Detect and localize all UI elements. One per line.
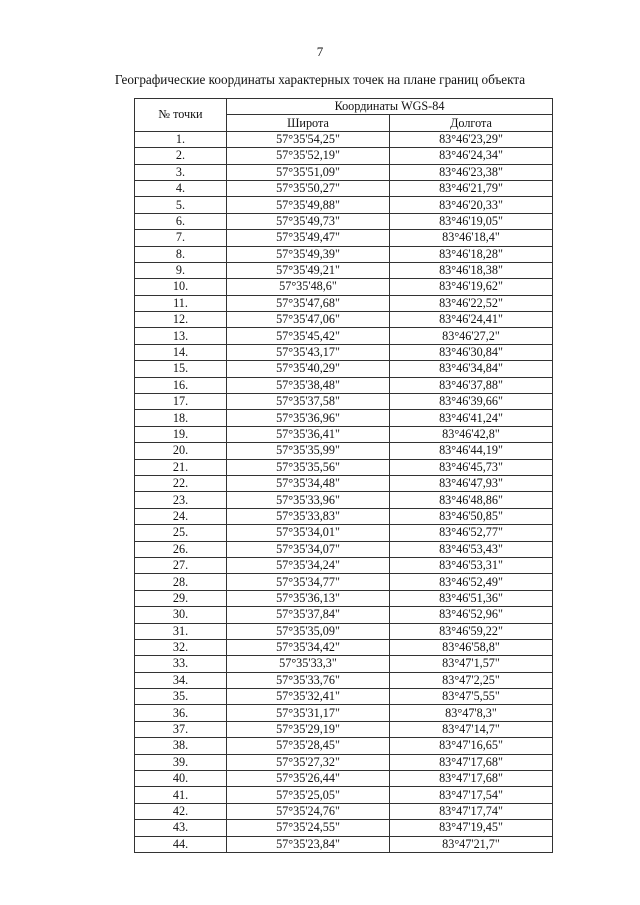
table-row <box>135 754 553 770</box>
longitude-cell: 83°46'30,84" <box>390 344 553 360</box>
latitude-cell: 57°35'36,41" <box>227 426 390 442</box>
table-row <box>135 312 553 328</box>
latitude-cell: 57°35'48,6" <box>227 279 390 295</box>
latitude-cell: 57°35'31,17" <box>227 705 390 721</box>
latitude-cell: 57°35'37,84" <box>227 607 390 623</box>
latitude-cell: 57°35'51,09" <box>227 164 390 180</box>
latitude-cell: 57°35'27,32" <box>227 754 390 770</box>
latitude-cell: 57°35'35,99" <box>227 443 390 459</box>
latitude-cell: 57°35'34,01" <box>227 525 390 541</box>
latitude-cell: 57°35'47,06" <box>227 312 390 328</box>
table-row <box>135 771 553 787</box>
point-number-cell: 2. <box>135 148 227 164</box>
point-number-cell: 32. <box>135 639 227 655</box>
latitude-cell: 57°35'54,25" <box>227 131 390 147</box>
latitude-cell: 57°35'34,42" <box>227 639 390 655</box>
table-row <box>135 164 553 180</box>
point-number-cell: 13. <box>135 328 227 344</box>
table-row <box>135 820 553 836</box>
point-number-cell: 16. <box>135 377 227 393</box>
latitude-cell: 57°35'34,77" <box>227 574 390 590</box>
longitude-cell: 83°46'23,38" <box>390 164 553 180</box>
longitude-cell: 83°47'19,45" <box>390 820 553 836</box>
table-row <box>135 738 553 754</box>
longitude-cell: 83°46'34,84" <box>390 361 553 377</box>
point-number-cell: 26. <box>135 541 227 557</box>
latitude-cell: 57°35'32,41" <box>227 689 390 705</box>
longitude-cell: 83°46'19,05" <box>390 213 553 229</box>
point-number-cell: 21. <box>135 459 227 475</box>
table-row <box>135 787 553 803</box>
longitude-cell: 83°46'52,96" <box>390 607 553 623</box>
table-row <box>135 131 553 147</box>
point-number-cell: 30. <box>135 607 227 623</box>
table-row <box>135 426 553 442</box>
header-point-number: № точки <box>135 99 227 132</box>
table-row <box>135 148 553 164</box>
latitude-cell: 57°35'33,76" <box>227 672 390 688</box>
latitude-cell: 57°35'35,09" <box>227 623 390 639</box>
point-number-cell: 29. <box>135 590 227 606</box>
longitude-cell: 83°47'5,55" <box>390 689 553 705</box>
longitude-cell: 83°46'18,4" <box>390 230 553 246</box>
latitude-cell: 57°35'24,76" <box>227 803 390 819</box>
table-row <box>135 328 553 344</box>
point-number-cell: 14. <box>135 344 227 360</box>
longitude-cell: 83°46'23,29" <box>390 131 553 147</box>
longitude-cell: 83°47'17,68" <box>390 771 553 787</box>
latitude-cell: 57°35'36,96" <box>227 410 390 426</box>
longitude-cell: 83°46'47,93" <box>390 475 553 491</box>
table-row <box>135 557 553 573</box>
point-number-cell: 12. <box>135 312 227 328</box>
coordinates-table <box>134 98 553 853</box>
longitude-cell: 83°46'53,43" <box>390 541 553 557</box>
latitude-cell: 57°35'34,48" <box>227 475 390 491</box>
latitude-cell: 57°35'29,19" <box>227 721 390 737</box>
table-row <box>135 525 553 541</box>
longitude-cell: 83°47'16,65" <box>390 738 553 754</box>
point-number-cell: 43. <box>135 820 227 836</box>
table-row <box>135 246 553 262</box>
point-number-cell: 44. <box>135 836 227 852</box>
table-row <box>135 492 553 508</box>
point-number-cell: 27. <box>135 557 227 573</box>
latitude-cell: 57°35'49,47" <box>227 230 390 246</box>
point-number-cell: 9. <box>135 262 227 278</box>
table-row <box>135 230 553 246</box>
longitude-cell: 83°47'17,54" <box>390 787 553 803</box>
point-number-cell: 25. <box>135 525 227 541</box>
longitude-cell: 83°46'24,34" <box>390 148 553 164</box>
longitude-cell: 83°47'14,7" <box>390 721 553 737</box>
longitude-cell: 83°46'48,86" <box>390 492 553 508</box>
table-row <box>135 295 553 311</box>
latitude-cell: 57°35'35,56" <box>227 459 390 475</box>
point-number-cell: 35. <box>135 689 227 705</box>
table-row <box>135 459 553 475</box>
point-number-cell: 38. <box>135 738 227 754</box>
table-row <box>135 377 553 393</box>
table-row <box>135 443 553 459</box>
point-number-cell: 11. <box>135 295 227 311</box>
point-number-cell: 31. <box>135 623 227 639</box>
longitude-cell: 83°47'2,25" <box>390 672 553 688</box>
longitude-cell: 83°46'41,24" <box>390 410 553 426</box>
header-longitude: Долгота <box>390 115 553 131</box>
table-row <box>135 705 553 721</box>
latitude-cell: 57°35'40,29" <box>227 361 390 377</box>
table-row <box>135 639 553 655</box>
latitude-cell: 57°35'45,42" <box>227 328 390 344</box>
point-number-cell: 3. <box>135 164 227 180</box>
point-number-cell: 41. <box>135 787 227 803</box>
point-number-cell: 17. <box>135 394 227 410</box>
table-row <box>135 410 553 426</box>
longitude-cell: 83°46'27,2" <box>390 328 553 344</box>
point-number-cell: 22. <box>135 475 227 491</box>
longitude-cell: 83°46'39,66" <box>390 394 553 410</box>
table-row <box>135 361 553 377</box>
table-row <box>135 197 553 213</box>
table-body <box>135 131 553 852</box>
longitude-cell: 83°46'44,19" <box>390 443 553 459</box>
table-row <box>135 623 553 639</box>
point-number-cell: 8. <box>135 246 227 262</box>
longitude-cell: 83°47'21,7" <box>390 836 553 852</box>
latitude-cell: 57°35'25,05" <box>227 787 390 803</box>
point-number-cell: 15. <box>135 361 227 377</box>
point-number-cell: 6. <box>135 213 227 229</box>
page-number: 7 <box>316 44 324 59</box>
point-number-cell: 23. <box>135 492 227 508</box>
latitude-cell: 57°35'47,68" <box>227 295 390 311</box>
longitude-cell: 83°46'52,77" <box>390 525 553 541</box>
point-number-cell: 19. <box>135 426 227 442</box>
table-row <box>135 508 553 524</box>
latitude-cell: 57°35'43,17" <box>227 344 390 360</box>
longitude-cell: 83°46'20,33" <box>390 197 553 213</box>
latitude-cell: 57°35'33,3" <box>227 656 390 672</box>
table-header-row <box>135 99 553 115</box>
latitude-cell: 57°35'38,48" <box>227 377 390 393</box>
table-row <box>135 689 553 705</box>
latitude-cell: 57°35'28,45" <box>227 738 390 754</box>
longitude-cell: 83°46'53,31" <box>390 557 553 573</box>
longitude-cell: 83°46'22,52" <box>390 295 553 311</box>
table-row <box>135 475 553 491</box>
document-title: Географические координаты характерных точек на плане границ объекта <box>114 72 526 87</box>
latitude-cell: 57°35'34,24" <box>227 557 390 573</box>
longitude-cell: 83°46'52,49" <box>390 574 553 590</box>
point-number-cell: 18. <box>135 410 227 426</box>
table-row <box>135 836 553 852</box>
latitude-cell: 57°35'49,21" <box>227 262 390 278</box>
longitude-cell: 83°47'17,74" <box>390 803 553 819</box>
point-number-cell: 40. <box>135 771 227 787</box>
latitude-cell: 57°35'33,83" <box>227 508 390 524</box>
table-row <box>135 607 553 623</box>
longitude-cell: 83°46'24,41" <box>390 312 553 328</box>
point-number-cell: 37. <box>135 721 227 737</box>
longitude-cell: 83°46'21,79" <box>390 180 553 196</box>
longitude-cell: 83°46'59,22" <box>390 623 553 639</box>
latitude-cell: 57°35'23,84" <box>227 836 390 852</box>
longitude-cell: 83°46'58,8" <box>390 639 553 655</box>
header-latitude: Широта <box>227 115 390 131</box>
point-number-cell: 5. <box>135 197 227 213</box>
table-row <box>135 721 553 737</box>
latitude-cell: 57°35'52,19" <box>227 148 390 164</box>
longitude-cell: 83°46'37,88" <box>390 377 553 393</box>
longitude-cell: 83°46'18,28" <box>390 246 553 262</box>
latitude-cell: 57°35'49,88" <box>227 197 390 213</box>
point-number-cell: 1. <box>135 131 227 147</box>
table-row <box>135 803 553 819</box>
latitude-cell: 57°35'49,39" <box>227 246 390 262</box>
table-row <box>135 344 553 360</box>
table-row <box>135 541 553 557</box>
table-row <box>135 590 553 606</box>
latitude-cell: 57°35'36,13" <box>227 590 390 606</box>
table-row <box>135 672 553 688</box>
latitude-cell: 57°35'24,55" <box>227 820 390 836</box>
point-number-cell: 28. <box>135 574 227 590</box>
latitude-cell: 57°35'50,27" <box>227 180 390 196</box>
longitude-cell: 83°46'42,8" <box>390 426 553 442</box>
point-number-cell: 39. <box>135 754 227 770</box>
point-number-cell: 42. <box>135 803 227 819</box>
latitude-cell: 57°35'34,07" <box>227 541 390 557</box>
latitude-cell: 57°35'26,44" <box>227 771 390 787</box>
table-row <box>135 279 553 295</box>
table-row <box>135 394 553 410</box>
longitude-cell: 83°47'8,3" <box>390 705 553 721</box>
header-coordinates: Координаты WGS-84 <box>227 99 553 115</box>
longitude-cell: 83°46'19,62" <box>390 279 553 295</box>
longitude-cell: 83°46'50,85" <box>390 508 553 524</box>
point-number-cell: 24. <box>135 508 227 524</box>
point-number-cell: 4. <box>135 180 227 196</box>
longitude-cell: 83°46'18,38" <box>390 262 553 278</box>
point-number-cell: 20. <box>135 443 227 459</box>
table-row <box>135 574 553 590</box>
latitude-cell: 57°35'49,73" <box>227 213 390 229</box>
latitude-cell: 57°35'37,58" <box>227 394 390 410</box>
longitude-cell: 83°46'45,73" <box>390 459 553 475</box>
table-row <box>135 180 553 196</box>
point-number-cell: 36. <box>135 705 227 721</box>
point-number-cell: 33. <box>135 656 227 672</box>
longitude-cell: 83°46'51,36" <box>390 590 553 606</box>
table-row <box>135 213 553 229</box>
longitude-cell: 83°47'17,68" <box>390 754 553 770</box>
point-number-cell: 34. <box>135 672 227 688</box>
point-number-cell: 10. <box>135 279 227 295</box>
longitude-cell: 83°47'1,57" <box>390 656 553 672</box>
table-row <box>135 656 553 672</box>
point-number-cell: 7. <box>135 230 227 246</box>
table-row <box>135 262 553 278</box>
latitude-cell: 57°35'33,96" <box>227 492 390 508</box>
